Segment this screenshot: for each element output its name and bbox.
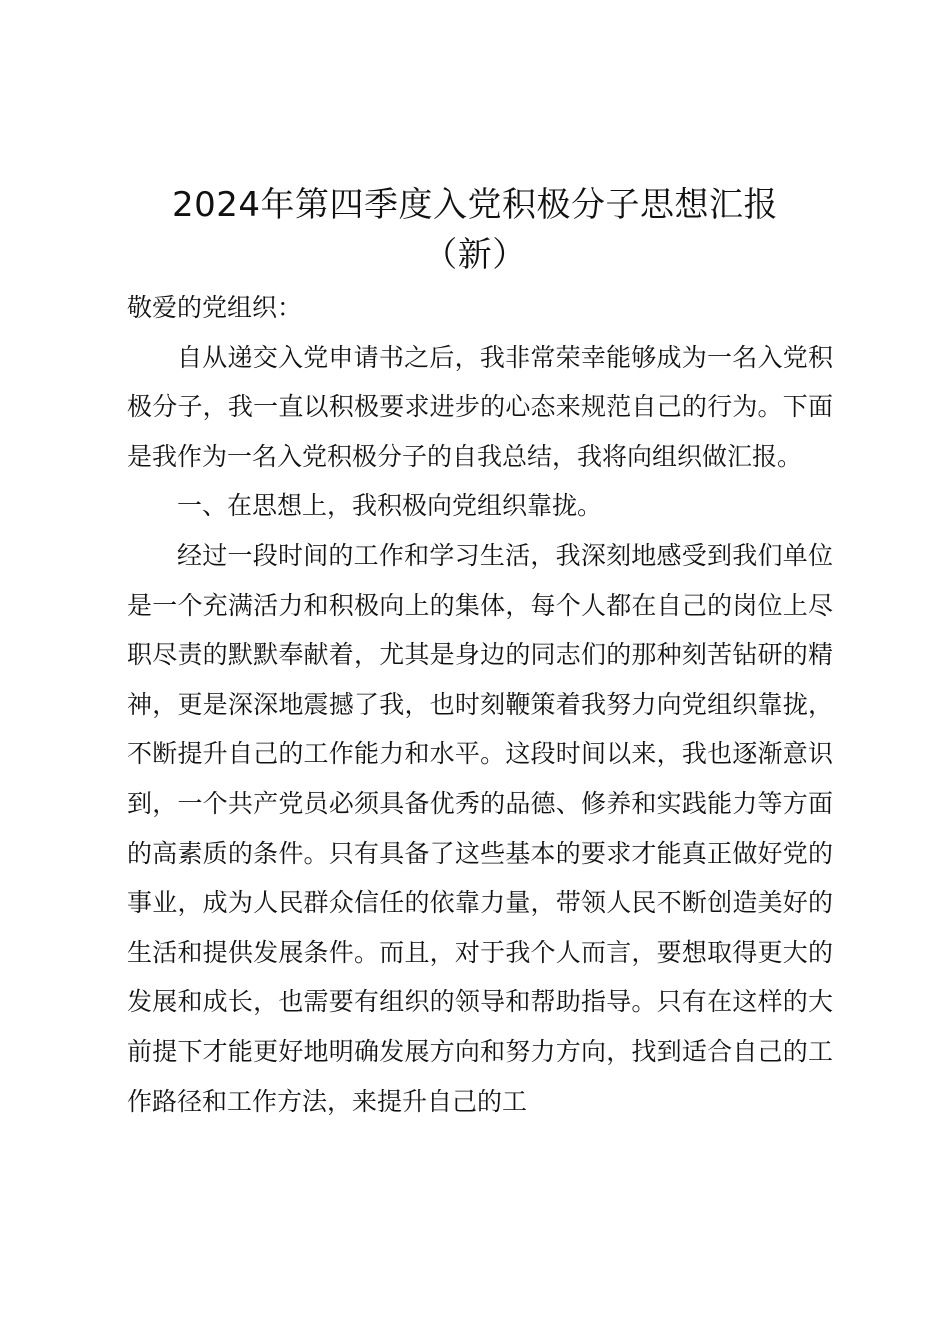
section-heading: 一、在思想上，我积极向党组织靠拢。	[177, 491, 603, 521]
document-title: 2024年第四季度入党积极分子思想汇报	[171, 185, 779, 225]
paragraph-body: 经过一段时间的工作和学习生活，我深刻地感受到我们单位是一个充满活力和积极向上的集体，每个人都在自己的岗位上尽职尽责的默默奉献着，尤其是身边的同志们的那种刻苦钻研的精神，更是深深地震撼了我，也时刻鞭策着我努力向党组织靠拢，不断提升自己的工作能力和水平。这段时间以来，我也逐渐意识到，一个共产党员必须具备优秀的品德、修养和实践能力等方面的高素质的条件。只有具备了这些基本的要求才能真正做好党的事业，成为人民群众信任的依靠力量，带领人民不断创造美好的生活和提供发展条件。而且，对于我个人而言，要想取得更大的发展和成长，也需要有组织的领导和帮助指导。只有在这样的大前提下才能更好地明确发展方向和努力方向，找到适合自己的工作路径和工作方法，来提升自己的工	[127, 540, 833, 1116]
document-title-suffix: （新）	[423, 235, 527, 275]
salutation: 敬爱的党组织：	[127, 293, 303, 322]
paragraph-intro: 自从递交入党申请书之后，我非常荣幸能够成为一名入党积极分子，我一直以积极要求进步的心态来规范自己的行为。下面是我作为一名入党积极分子的自我总结，我将向组织做汇报。	[127, 342, 833, 471]
document-body	[127, 283, 833, 1126]
